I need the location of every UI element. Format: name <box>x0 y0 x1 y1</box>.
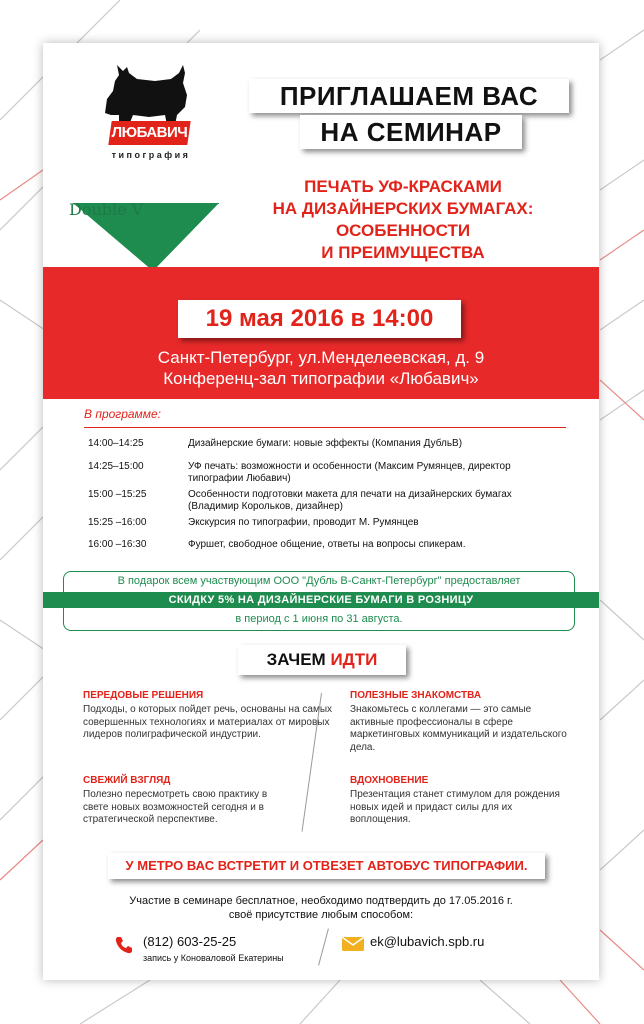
seminar-topic <box>233 176 573 264</box>
logo-brand-plate <box>108 121 190 145</box>
topic-line: НА ДИЗАЙНЕРСКИХ БУМАГАХ: <box>272 199 534 218</box>
benefit-title: СВЕЖИЙ ВЗГЛЯД <box>83 775 171 786</box>
program-time: 16:00 –16:30 <box>88 539 147 550</box>
program-time: 14:25–15:00 <box>88 461 144 472</box>
phone-icon <box>115 936 133 954</box>
topic-line: И ПРЕИМУЩЕСТВА <box>321 243 485 262</box>
title-line-2: НА СЕМИНАР <box>300 115 522 149</box>
program-desc: Особенности подготовки макета для печати на дизайнерских бумагах (Владимир Корольков, дизайнер) <box>188 489 512 512</box>
invitation-card <box>43 43 599 980</box>
topic-line: ОСОБЕННОСТИ <box>335 221 471 240</box>
program-desc: Дизайнерские бумаги: новые эффекты (Компания ДубльВ) <box>188 438 463 449</box>
program-time: 15:00 –15:25 <box>88 489 147 500</box>
why-go-word: ЗАЧЕМ <box>266 650 326 669</box>
event-date-time: 19 мая 2016 в 14:00 <box>178 300 461 338</box>
benefit-title: ПЕРЕДОВЫЕ РЕШЕНИЯ <box>83 690 204 701</box>
benefit-text: Знакомьтесь с коллегами — это самые активные профессионалы в сфере маркетинговых коммуникаций и издательского дела. <box>350 704 567 753</box>
contacts-divider <box>318 929 329 966</box>
why-go-heading <box>238 645 406 675</box>
participation-line: своё присутствие любым способом: <box>228 909 414 921</box>
partner-logo-text: Double V <box>69 200 144 219</box>
bus-notice: У МЕТРО ВАС ВСТРЕТИТ И ОТВЕЗЕТ АВТОБУС ТИПОГРАФИИ. <box>108 853 545 879</box>
program-desc: УФ печать: возможности и особенности (Максим Румянцев, директор типографии Любавич) <box>188 461 511 484</box>
benefit-title: ПОЛЕЗНЫЕ ЗНАКОМСТВА <box>350 690 482 701</box>
phone-note: запись у Коноваловой Екатерины <box>143 953 284 963</box>
envelope-icon <box>342 937 364 951</box>
event-address: Санкт-Петербург, ул.Менделеевская, д. 9 <box>157 348 485 367</box>
benefit-text: Презентация станет стимулом для рождения новых идей и придаст силы для их воплощения. <box>350 789 560 825</box>
program-time: 14:00–14:25 <box>88 438 144 449</box>
program-label: В программе: <box>84 407 162 421</box>
benefit-text: Полезно пересмотреть свою практику в свете новых возможностей сегодня и в стратегической перспективе. <box>83 789 268 825</box>
scottish-terrier-logo-icon <box>97 51 197 166</box>
logo-brand-name: ЛЮБАВИЧ <box>111 124 188 141</box>
phone-number[interactable]: (812) 603-25-25 <box>143 934 237 949</box>
benefit-title: ВДОХНОВЕНИЕ <box>350 775 429 786</box>
benefit-text: Подходы, о которых пойдет речь, основаны на самых совершенных технологиях и материалах от мировых лидеров полиграфической индустрии. <box>83 704 333 740</box>
program-desc: Фуршет, свободное общение, ответы на вопросы спикерам. <box>188 539 466 550</box>
program-time: 15:25 –16:00 <box>88 517 147 528</box>
why-go-accent: ИДТИ <box>330 650 378 669</box>
event-venue: Конференц-зал типографии «Любавич» <box>163 369 479 388</box>
discount-period: в период с 1 июня по 31 августа. <box>235 613 403 625</box>
event-location <box>43 347 599 389</box>
topic-line: ПЕЧАТЬ УФ-КРАСКАМИ <box>304 177 502 196</box>
title-line-1: ПРИГЛАШАЕМ ВАС <box>249 79 569 113</box>
program-desc: Экскурсия по типографии, проводит М. Румянцев <box>188 517 419 528</box>
participation-line: Участие в семинаре бесплатное, необходимо подтвердить до 17.05.2016 г. <box>129 895 513 907</box>
logo-subtitle: типография <box>111 150 191 160</box>
discount-banner: СКИДКУ 5% НА ДИЗАЙНЕРСКИЕ БУМАГИ В РОЗНИЦУ <box>43 592 599 608</box>
email-link[interactable]: ek@lubavich.spb.ru <box>370 934 485 949</box>
program-divider <box>84 427 566 428</box>
gift-intro: В подарок всем участвующим ООО "Дубль В-Санкт-Петербург" предоставляет <box>117 575 521 587</box>
participation-note <box>43 894 599 922</box>
